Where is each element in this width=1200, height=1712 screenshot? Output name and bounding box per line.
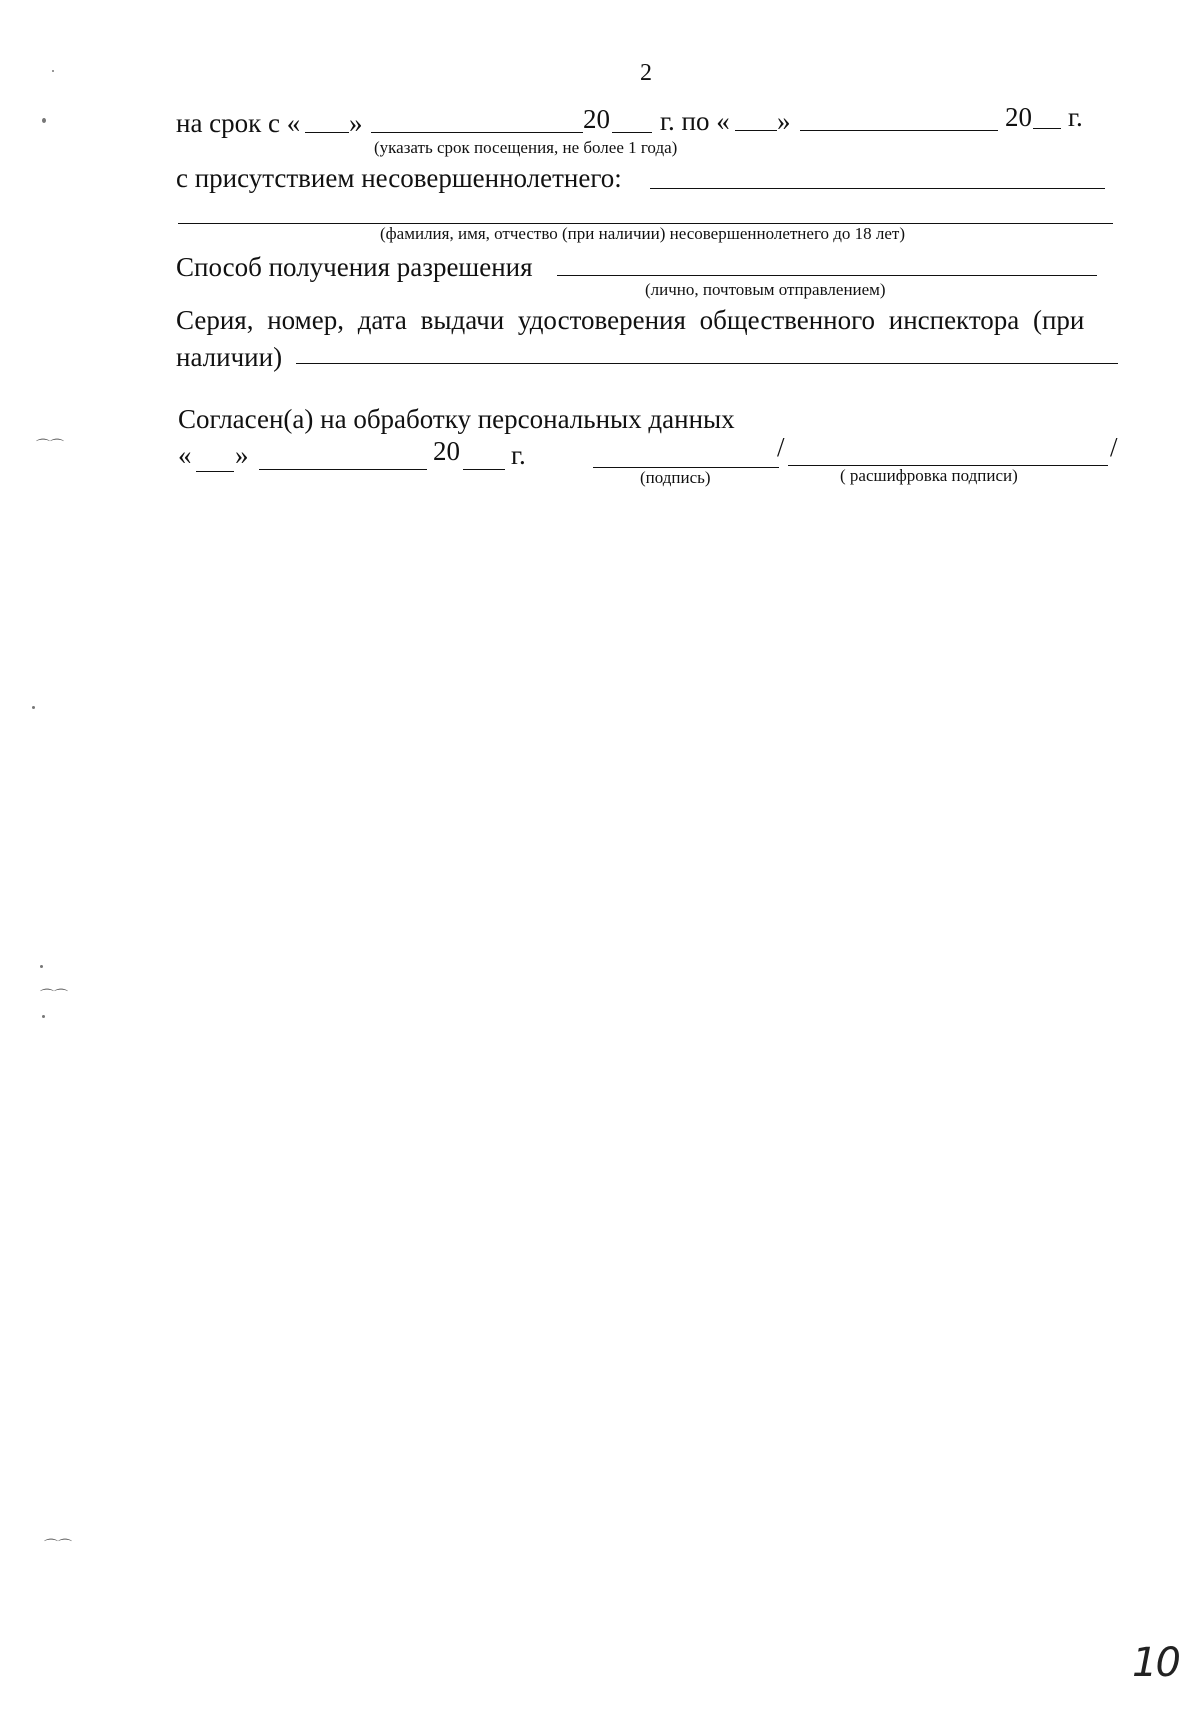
signature-note: (подпись) [640,468,711,487]
period-quote-close-2: » [777,106,791,136]
consent-label: Согласен(а) на обработку персональных данных [178,404,735,434]
consent-year: 20 [433,436,460,466]
scan-scuff: ⌒⌒ [44,1539,72,1555]
minor-label: с присутствием несовершеннолетнего: [176,163,622,193]
handwritten-page-number: 10 [1132,1640,1179,1686]
inspector-line-1: Серия, номер, дата выдачи удостоверения общественного инспектора (при [176,305,1085,335]
method-label: Способ получения разрешения [176,252,533,282]
period-suffix: г. [1068,102,1083,132]
page-number: 2 [640,60,652,86]
period-note: (указать срок посещения, не более 1 года) [374,138,678,157]
scan-scuff: ⌒⌒ [40,989,68,1005]
scan-speck [52,70,54,72]
consent-year-suffix: г. [511,440,526,470]
period-end-day-field[interactable] [735,130,777,131]
scan-speck [42,1015,45,1018]
consent-month-field[interactable] [259,469,427,470]
period-year-1: 20 [583,104,610,134]
period-end-year-field[interactable] [1033,128,1061,129]
decode-note: ( расшифровка подписи) [840,466,1018,485]
inspector-line-2: наличии) [176,342,283,372]
method-note: (лично, почтовым отправлением) [645,280,886,299]
consent-slash-1: / [777,432,785,462]
consent-slash-2: / [1110,432,1118,462]
period-end-month-field[interactable] [800,130,998,131]
scan-speck [42,118,46,123]
period-start-day-field[interactable] [305,132,349,133]
inspector-field[interactable] [296,363,1118,364]
consent-year-field[interactable] [463,469,505,470]
period-quote-close-1: » [349,108,363,138]
period-middle: г. по « [660,106,730,136]
period-start-month-field[interactable] [371,132,583,133]
consent-quote-open: « [178,440,192,470]
scan-speck [40,965,43,968]
period-prefix: на срок с « [176,108,301,138]
consent-quote-close: » [235,440,249,470]
period-start-year-field[interactable] [612,132,652,133]
scan-scuff: ⌒⌒ [36,439,64,455]
minor-note: (фамилия, имя, отчество (при наличии) несовершеннолетнего до 18 лет) [380,224,906,243]
minor-field[interactable] [650,188,1105,189]
scan-speck [32,706,35,709]
consent-day-field[interactable] [196,471,234,472]
period-year-2: 20 [1005,102,1032,132]
method-field[interactable] [557,275,1097,276]
